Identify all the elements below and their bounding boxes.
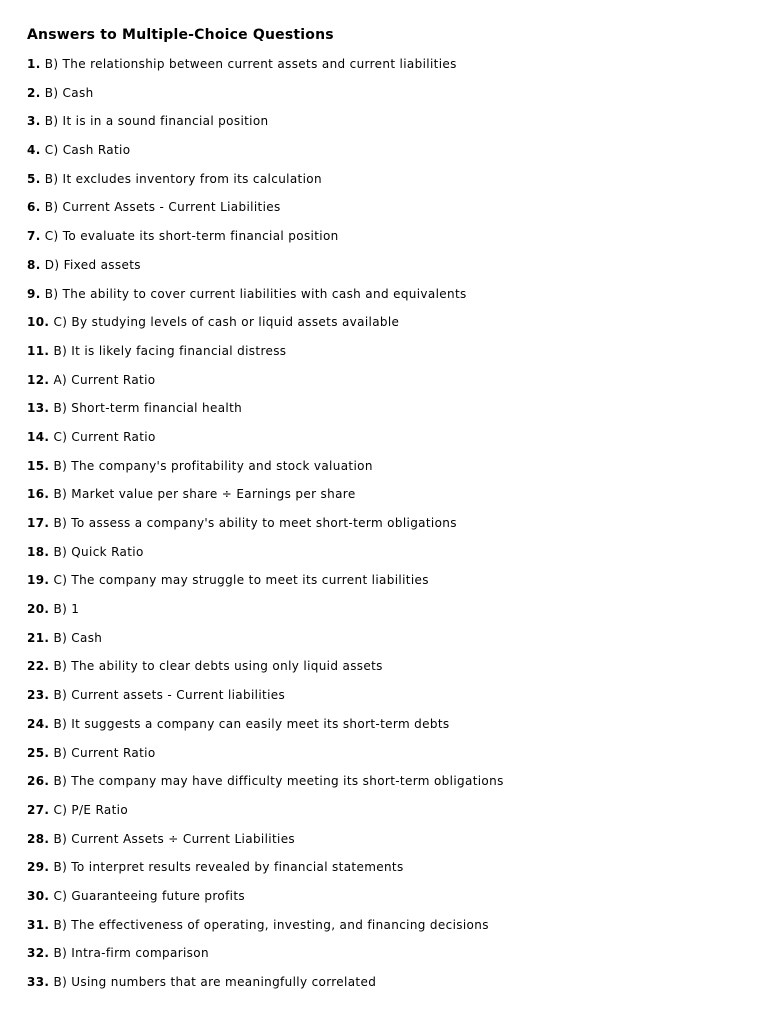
answer-number: 17.: [27, 516, 50, 530]
answer-text: B) The effectiveness of operating, investing, and financing decisions: [53, 917, 489, 932]
answer-number: 11.: [27, 343, 50, 358]
answer-list: [27, 55, 748, 991]
answer-text: B) It is likely facing financial distress: [53, 343, 287, 358]
answer-text: C) To evaluate its short-term financial position: [44, 229, 339, 244]
answer-item: [27, 916, 748, 934]
answer-number: 26.: [27, 774, 50, 789]
document-title: Answers to Multiple-Choice Questions: [27, 27, 334, 43]
answer-number: 15.: [27, 458, 50, 473]
answer-text: B) To interpret results revealed by financial statements: [53, 860, 404, 875]
document-page: [27, 25, 748, 1002]
answer-item: [27, 285, 748, 303]
answer-number: 8.: [27, 257, 41, 272]
answer-item: [27, 571, 748, 589]
answer-text: B) Short-term financial health: [53, 401, 243, 416]
answer-number: 32.: [27, 946, 50, 961]
answer-text: B) The company's profitability and stock valuation: [53, 458, 373, 473]
answer-item: [27, 657, 748, 675]
answer-item: [27, 944, 748, 962]
answer-item: [27, 227, 748, 245]
answer-item: [27, 313, 748, 331]
answer-item: [27, 830, 748, 848]
answer-text: B) Using numbers that are meaningfully correlated: [53, 975, 377, 989]
answer-item: [27, 399, 748, 417]
answer-text: B) The ability to cover current liabilities with cash and equivalents: [44, 286, 467, 301]
answer-text: A) Current Ratio: [53, 372, 156, 387]
answer-number: 5.: [27, 171, 41, 186]
answer-text: B) The company may have difficulty meeting its short-term obligations: [53, 774, 504, 789]
answer-text: C) The company may struggle to meet its current liabilities: [53, 573, 429, 588]
answer-text: B) Market value per share ÷ Earnings per share: [53, 487, 356, 502]
answer-number: 1.: [27, 57, 41, 71]
answer-item: [27, 485, 748, 503]
answer-text: B) It suggests a company can easily meet its short-term debts: [53, 716, 450, 731]
answer-number: 23.: [27, 688, 50, 703]
answer-number: 27.: [27, 802, 50, 817]
answer-text: B) The relationship between current assets and current liabilities: [44, 57, 457, 71]
answer-number: 2.: [27, 85, 41, 100]
answer-number: 31.: [27, 917, 50, 932]
answer-text: B) The ability to clear debts using only liquid assets: [53, 659, 383, 674]
answer-number: 33.: [27, 975, 50, 989]
answer-text: C) P/E Ratio: [53, 802, 129, 817]
answer-item: [27, 629, 748, 647]
answer-text: B) It is in a sound financial position: [44, 114, 269, 129]
answer-text: C) Current Ratio: [53, 429, 156, 444]
answer-number: 4.: [27, 143, 41, 158]
answer-text: B) Current Assets - Current Liabilities: [44, 200, 281, 215]
answer-item: [27, 600, 748, 618]
answer-number: 12.: [27, 372, 50, 387]
answer-item: [27, 170, 748, 188]
answer-text: B) Quick Ratio: [53, 544, 144, 559]
answer-number: 10.: [27, 315, 50, 330]
answer-item: [27, 371, 748, 389]
answer-item: [27, 55, 748, 73]
answer-number: 19.: [27, 573, 50, 588]
answer-item: [27, 744, 748, 762]
answer-item: [27, 514, 748, 532]
answer-item: [27, 342, 748, 360]
answer-number: 9.: [27, 286, 41, 301]
answer-item: [27, 715, 748, 733]
answer-item: [27, 428, 748, 446]
answer-number: 29.: [27, 860, 50, 875]
answer-text: D) Fixed assets: [44, 257, 141, 272]
answer-text: C) Guaranteeing future profits: [53, 888, 246, 903]
answer-item: [27, 198, 748, 216]
answer-text: B) Current Ratio: [53, 745, 156, 760]
answer-text: B) To assess a company's ability to meet short-term obligations: [53, 516, 457, 530]
answer-text: B) Cash: [53, 630, 103, 645]
answer-text: C) Cash Ratio: [44, 143, 131, 158]
answer-number: 6.: [27, 200, 41, 215]
answer-number: 20.: [27, 602, 50, 617]
answer-number: 3.: [27, 114, 41, 129]
answer-number: 7.: [27, 229, 41, 244]
answer-number: 18.: [27, 544, 50, 559]
answer-text: B) Cash: [44, 85, 94, 100]
answer-item: [27, 858, 748, 876]
answer-number: 16.: [27, 487, 50, 502]
answer-number: 25.: [27, 745, 50, 760]
answer-item: [27, 543, 748, 561]
answer-item: [27, 686, 748, 704]
answer-item: [27, 772, 748, 790]
answer-item: [27, 256, 748, 274]
answer-text: B) Intra-firm comparison: [53, 946, 209, 961]
answer-item: [27, 801, 748, 819]
answer-item: [27, 887, 748, 905]
answer-number: 22.: [27, 659, 50, 674]
answer-number: 14.: [27, 429, 50, 444]
answer-text: B) It excludes inventory from its calculation: [44, 171, 322, 186]
answer-item: [27, 84, 748, 102]
answer-number: 28.: [27, 831, 50, 846]
answer-number: 13.: [27, 401, 50, 416]
answer-text: C) By studying levels of cash or liquid assets available: [53, 315, 400, 330]
answer-text: B) Current assets - Current liabilities: [53, 688, 286, 703]
answer-number: 21.: [27, 630, 50, 645]
answer-number: 30.: [27, 888, 50, 903]
answer-text: B) 1: [53, 602, 80, 617]
answer-text: B) Current Assets ÷ Current Liabilities: [53, 831, 296, 846]
answer-item: [27, 457, 748, 475]
answer-number: 24.: [27, 716, 50, 731]
answer-item: [27, 141, 748, 159]
answer-item: [27, 112, 748, 130]
answer-item: [27, 973, 748, 991]
